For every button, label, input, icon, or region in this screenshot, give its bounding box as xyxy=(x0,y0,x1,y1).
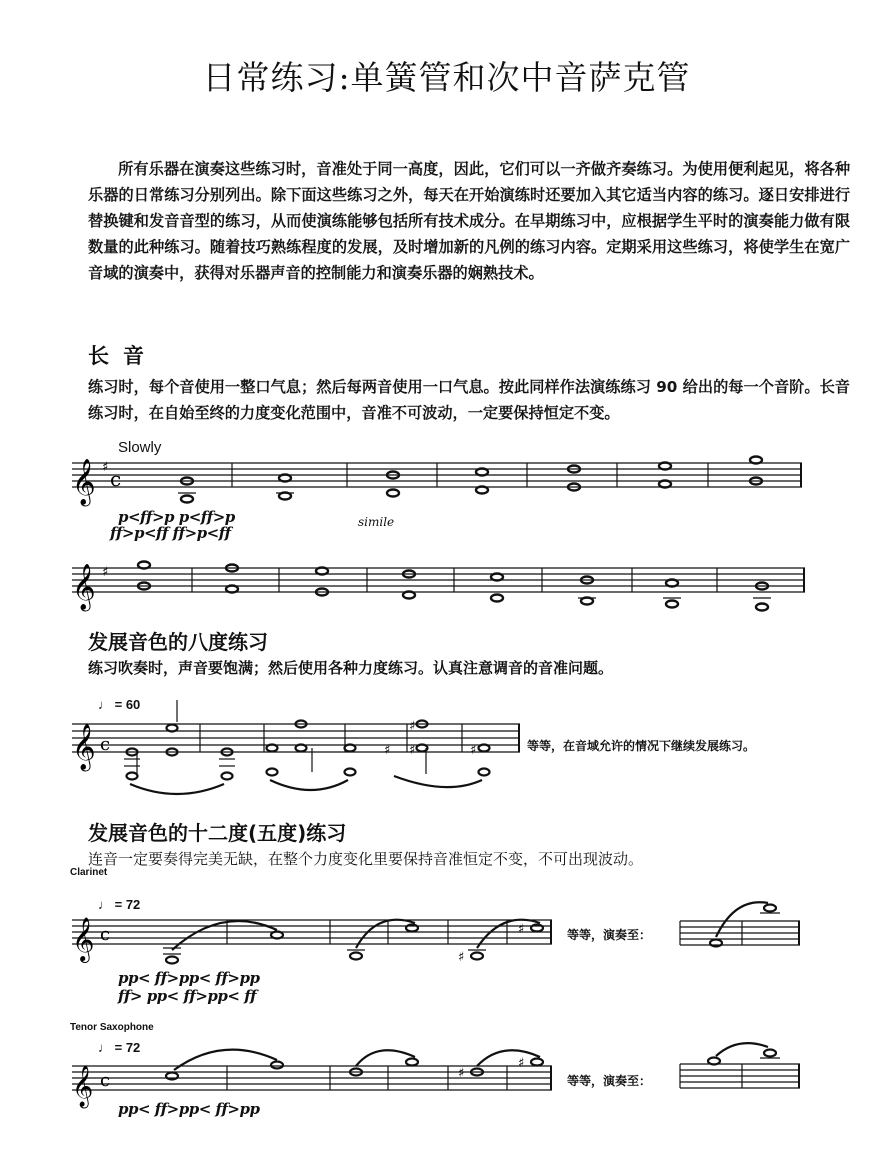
tenor-sax-dynamics-line-1: pp< ff>pp< ff>pp xyxy=(118,1100,260,1118)
section-heading-twelfths: 发展音色的十二度(五度)练习 xyxy=(88,821,347,845)
sharp-icon: ♯ xyxy=(384,743,391,758)
tempo-tenor-sax xyxy=(98,1040,140,1055)
staff-tenor-sax-target xyxy=(680,1050,810,1100)
simile-marking: simile xyxy=(358,515,395,529)
clarinet-continue-text: 等等，演奏至： xyxy=(567,928,652,942)
octaves-continue-text: 等等，在音域允许的情况下继续发展练习。 xyxy=(527,739,756,753)
treble-clef-icon: 𝄞 xyxy=(72,564,96,610)
staff-long-tones-2 xyxy=(72,560,812,620)
sharp-icon: ♯ xyxy=(458,950,465,965)
tenor-sax-continue-text: 等等，演奏至： xyxy=(567,1074,652,1088)
staff-long-tones-1 xyxy=(72,455,812,515)
common-time-icon: c xyxy=(100,924,111,945)
sharp-icon: ♯ xyxy=(470,743,477,758)
tempo-octaves xyxy=(98,697,140,712)
tempo-value: = 72 xyxy=(114,897,141,912)
sharp-icon: ♯ xyxy=(409,743,416,758)
common-time-icon: c xyxy=(100,1070,111,1091)
common-time-icon: c xyxy=(100,734,111,755)
clarinet-dynamics-line-1: pp< ff>pp< ff>pp xyxy=(118,969,260,987)
clarinet-dynamics-line-2: ff> pp< ff>pp< ff xyxy=(118,987,257,1005)
quarter-note-icon: ♩ xyxy=(98,697,111,712)
common-time-icon: c xyxy=(110,467,122,491)
sharp-icon: ♯ xyxy=(102,460,109,475)
tempo-value: = 72 xyxy=(114,1040,141,1055)
sharp-icon: ♯ xyxy=(518,922,525,937)
intro-paragraph xyxy=(88,156,850,286)
treble-clef-icon: 𝄞 xyxy=(72,917,95,961)
long-tones-text: 练习时，每个音使用一整口气息；然后每两音使用一口气息。按此同样作法演练练习 90 给出的每一个音阶。长音练习时，在自始至终的力度变化范围中，音准不可波动，一定要保持恒定不变。 xyxy=(88,378,850,422)
twelfths-text: 连音一定要奏得完美无缺，在整个力度变化里要保持音准恒定不变，不可出现波动。 xyxy=(88,850,644,868)
tempo-value: = 60 xyxy=(114,697,141,712)
treble-clef-icon: 𝄞 xyxy=(72,459,96,505)
sharp-icon: ♯ xyxy=(409,719,416,734)
octaves-text: 练习吹奏时，声音要饱满；然后使用各种力度练习。认真注意调音的音准问题。 xyxy=(88,659,614,677)
staff-clarinet-target xyxy=(680,905,810,965)
section-heading-long-tones: 长音 xyxy=(88,344,158,368)
staff-octaves xyxy=(72,712,522,792)
intro-text: 所有乐器在演奏这些练习时，音准处于同一高度，因此，它们可以一齐做齐奏练习。为使用便利起见，将各种乐器的日常练习分别列出。除下面这些练习之外，每天在开始演练时还要加入其它适当内容的练习。逐日安排进行替换键和发音音型的练习，从而使演练能够包括所有技术成分。在早期练习中，应根据学生平时的演奏能力做有限数量的此种练习。随着技巧熟练程度的发展，及时增加新的凡例的练习内容。定期采用这些练习，将使学生在宽广音域的演奏中，获得对乐器声音的控制能力和演奏乐器的娴熟技术。 xyxy=(88,160,850,282)
sharp-icon: ♯ xyxy=(458,1066,465,1081)
sharp-icon: ♯ xyxy=(518,1056,525,1071)
sharp-icon: ♯ xyxy=(102,565,109,580)
tempo-marking: Slowly xyxy=(118,439,162,456)
dynamics-line-1: p<ff>p p<ff>p xyxy=(118,508,235,526)
instrument-label-tenor-sax: Tenor Saxophone xyxy=(70,1022,154,1033)
quarter-note-icon: ♩ xyxy=(98,1040,111,1055)
treble-clef-icon: 𝄞 xyxy=(72,724,96,770)
quarter-note-icon: ♩ xyxy=(98,897,111,912)
treble-clef-icon: 𝄞 xyxy=(72,1066,94,1107)
instrument-label-clarinet: Clarinet xyxy=(70,867,108,878)
section-heading-octaves: 发展音色的八度练习 xyxy=(88,630,268,654)
dynamics-line-2: ff>p<ff ff>p<ff xyxy=(110,524,231,542)
page-title: 日常练习:单簧管和次中音萨克管 xyxy=(202,58,691,97)
